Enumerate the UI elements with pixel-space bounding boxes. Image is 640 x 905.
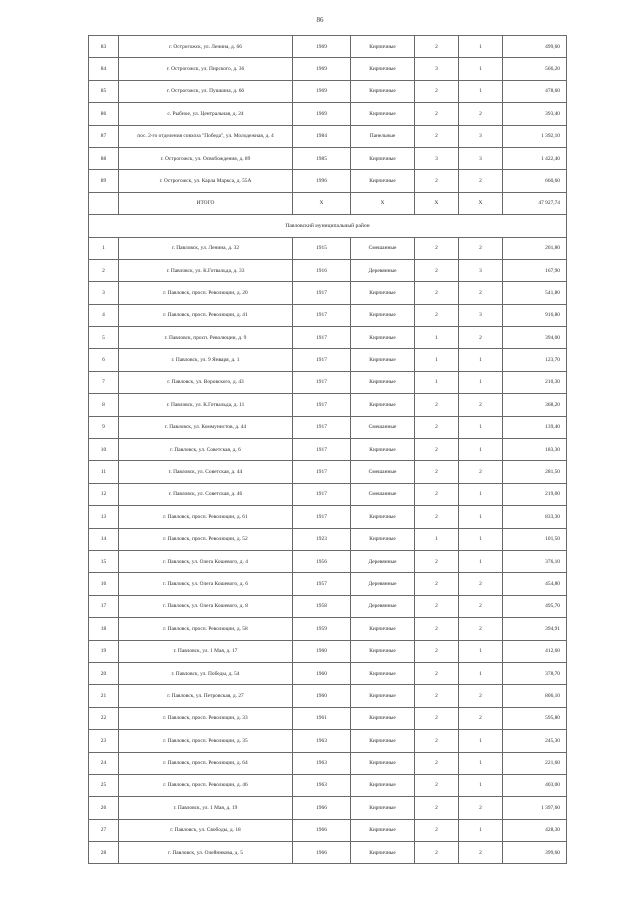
row-number-cell: 15 (89, 550, 119, 572)
entrances-cell: 1 (459, 662, 503, 684)
wall-material-cell: Кирпичные (351, 662, 415, 684)
address-cell: г. Павловск, ул. 9 Января, д. 1 (119, 349, 293, 371)
total-area-cell: 394,00 (503, 327, 567, 349)
floors-cell: 2 (415, 282, 459, 304)
build-year-cell: 1917 (293, 461, 351, 483)
total-area-cell: 101,50 (503, 528, 567, 550)
build-year-cell: 1963 (293, 730, 351, 752)
address-cell: г. Павловск, просп. Революции, д. 20 (119, 282, 293, 304)
wall-material-cell: Кирпичные (351, 506, 415, 528)
total-area-cell: 566,20 (503, 58, 567, 80)
address-cell: пос. 2-го отделения совхоза "Победа", ул. Молодежная, д. 4 (119, 125, 293, 147)
entrances-cell: 3 (459, 125, 503, 147)
total-area-cell: 167,90 (503, 259, 567, 281)
total-area-cell: 245,30 (503, 730, 567, 752)
total-area-cell: 399,60 (503, 842, 567, 864)
entrances-cell: 1 (459, 371, 503, 393)
wall-material-cell: Смешанные (351, 483, 415, 505)
row-number-cell: 23 (89, 730, 119, 752)
build-year-cell: 1984 (293, 125, 351, 147)
address-cell: г. Острогожск, ул. Освобождения, д. 89 (119, 147, 293, 169)
address-cell: г. Острогожск, ул. Пушкина, д. 66 (119, 80, 293, 102)
floors-cell: 2 (415, 685, 459, 707)
floors-cell: 2 (415, 640, 459, 662)
address-cell: г. Павловск, ул. К.Готвальда, д. 11 (119, 394, 293, 416)
total-x3: X (415, 192, 459, 214)
total-area-cell: 368,20 (503, 394, 567, 416)
total-area-cell: 412,60 (503, 640, 567, 662)
row-number-cell: 19 (89, 640, 119, 662)
total-area-cell: 660,60 (503, 170, 567, 192)
row-number-cell: 11 (89, 461, 119, 483)
entrances-cell: 1 (459, 730, 503, 752)
build-year-cell: 1963 (293, 774, 351, 796)
wall-material-cell: Кирпичные (351, 819, 415, 841)
address-cell: г. Павловск, просп. Революции, д. 41 (119, 304, 293, 326)
address-cell: г. Павловск, ул. Победы, д. 54 (119, 662, 293, 684)
table-row (89, 730, 567, 752)
row-number-cell: 21 (89, 685, 119, 707)
wall-material-cell: Кирпичные (351, 618, 415, 640)
total-area-cell: 1 392,10 (503, 125, 567, 147)
total-area-cell: 454,80 (503, 573, 567, 595)
total-area-cell: 1 397,60 (503, 797, 567, 819)
floors-cell: 1 (415, 371, 459, 393)
floors-cell: 2 (415, 416, 459, 438)
build-year-cell: 1917 (293, 327, 351, 349)
table-row (89, 349, 567, 371)
total-area-cell: 376,10 (503, 550, 567, 572)
address-cell: г. Павловск, ул. Олейникова, д. 5 (119, 842, 293, 864)
floors-cell: 1 (415, 327, 459, 349)
address-cell: г. Острогожск, ул. Пирского, д. 36 (119, 58, 293, 80)
floors-cell: 2 (415, 842, 459, 864)
wall-material-cell: Кирпичные (351, 80, 415, 102)
table-row (89, 819, 567, 841)
total-area-cell: 499,60 (503, 36, 567, 58)
total-area: 47 927,74 (503, 192, 567, 214)
total-area-cell: 541,80 (503, 282, 567, 304)
build-year-cell: 1959 (293, 618, 351, 640)
row-number-cell: 88 (89, 147, 119, 169)
total-area-cell: 394,91 (503, 618, 567, 640)
row-number-cell: 86 (89, 103, 119, 125)
entrances-cell: 1 (459, 58, 503, 80)
table-row (89, 103, 567, 125)
table-row (89, 483, 567, 505)
address-cell: г. Павловск, ул. Олега Кошевого, д. 6 (119, 573, 293, 595)
wall-material-cell: Смешанные (351, 461, 415, 483)
floors-cell: 2 (415, 550, 459, 572)
row-number-cell: 89 (89, 170, 119, 192)
row-number-cell: 16 (89, 573, 119, 595)
wall-material-cell: Кирпичные (351, 685, 415, 707)
build-year-cell: 1966 (293, 842, 351, 864)
row-number-cell: 87 (89, 125, 119, 147)
build-year-cell: 1969 (293, 58, 351, 80)
entrances-cell: 1 (459, 752, 503, 774)
entrances-cell: 1 (459, 550, 503, 572)
wall-material-cell: Кирпичные (351, 774, 415, 796)
table-row (89, 36, 567, 58)
floors-cell: 2 (415, 237, 459, 259)
floors-cell: 2 (415, 125, 459, 147)
entrances-cell: 1 (459, 80, 503, 102)
address-cell: г. Павловск, просп. Революции, д. 61 (119, 506, 293, 528)
build-year-cell: 1917 (293, 416, 351, 438)
address-cell: г. Павловск, ул. 1 Мая, д. 17 (119, 640, 293, 662)
row-number-cell: 13 (89, 506, 119, 528)
build-year-cell: 1969 (293, 36, 351, 58)
address-cell: г. Павловск, ул. Ленина, д. 32 (119, 237, 293, 259)
total-area-cell: 210,30 (503, 371, 567, 393)
wall-material-cell: Кирпичные (351, 371, 415, 393)
build-year-cell: 1963 (293, 752, 351, 774)
wall-material-cell: Кирпичные (351, 304, 415, 326)
total-label: ИТОГО (119, 192, 293, 214)
wall-material-cell: Деревянные (351, 259, 415, 281)
section-title: Павловский муниципальный район (89, 215, 567, 237)
entrances-cell: 1 (459, 819, 503, 841)
table-row (89, 618, 567, 640)
table-row (89, 394, 567, 416)
table-row (89, 797, 567, 819)
row-number-cell: 8 (89, 394, 119, 416)
floors-cell: 2 (415, 80, 459, 102)
build-year-cell: 1966 (293, 819, 351, 841)
wall-material-cell: Кирпичные (351, 103, 415, 125)
table-row (89, 304, 567, 326)
entrances-cell: 2 (459, 842, 503, 864)
floors-cell: 2 (415, 707, 459, 729)
table-row (89, 416, 567, 438)
top-rows (89, 36, 567, 193)
table-row (89, 439, 567, 461)
row-number-cell: 18 (89, 618, 119, 640)
entrances-cell: 1 (459, 349, 503, 371)
entrances-cell: 2 (459, 685, 503, 707)
total-empty-cell (89, 192, 119, 214)
floors-cell: 2 (415, 730, 459, 752)
build-year-cell: 1917 (293, 483, 351, 505)
entrances-cell: 3 (459, 259, 503, 281)
wall-material-cell: Кирпичные (351, 349, 415, 371)
build-year-cell: 1916 (293, 259, 351, 281)
table-row (89, 550, 567, 572)
floors-cell: 2 (415, 170, 459, 192)
table-row (89, 842, 567, 864)
entrances-cell: 3 (459, 147, 503, 169)
row-number-cell: 84 (89, 58, 119, 80)
row-number-cell: 28 (89, 842, 119, 864)
table-row (89, 685, 567, 707)
build-year-cell: 1923 (293, 528, 351, 550)
floors-cell: 2 (415, 774, 459, 796)
wall-material-cell: Кирпичные (351, 170, 415, 192)
row-number-cell: 85 (89, 80, 119, 102)
wall-material-cell: Кирпичные (351, 147, 415, 169)
table-row (89, 125, 567, 147)
row-number-cell: 24 (89, 752, 119, 774)
address-cell: г. Павловск, ул. Советская, д. 44 (119, 461, 293, 483)
build-year-cell: 1961 (293, 707, 351, 729)
table-row (89, 327, 567, 349)
build-year-cell: 1960 (293, 640, 351, 662)
address-cell: г. Павловск, ул. Петровская, д. 27 (119, 685, 293, 707)
wall-material-cell: Кирпичные (351, 842, 415, 864)
row-number-cell: 5 (89, 327, 119, 349)
floors-cell: 2 (415, 506, 459, 528)
entrances-cell: 1 (459, 36, 503, 58)
row-number-cell: 6 (89, 349, 119, 371)
entrances-cell: 3 (459, 304, 503, 326)
table-row (89, 80, 567, 102)
section-header-row (89, 215, 567, 237)
table-row (89, 147, 567, 169)
entrances-cell: 1 (459, 640, 503, 662)
wall-material-cell: Кирпичные (351, 797, 415, 819)
address-cell: г. Павловск, ул. Олега Кошевого, д. 8 (119, 595, 293, 617)
address-cell: г. Павловск, ул. К.Готвальда, д. 33 (119, 259, 293, 281)
wall-material-cell: Кирпичные (351, 394, 415, 416)
row-number-cell: 10 (89, 439, 119, 461)
floors-cell: 3 (415, 147, 459, 169)
table-row (89, 282, 567, 304)
build-year-cell: 1985 (293, 147, 351, 169)
address-cell: с. Рыбное, ул. Центральная, д. 24 (119, 103, 293, 125)
wall-material-cell: Панельные (351, 125, 415, 147)
table-row (89, 237, 567, 259)
floors-cell: 2 (415, 304, 459, 326)
build-year-cell: 1917 (293, 439, 351, 461)
entrances-cell: 2 (459, 282, 503, 304)
table-row (89, 170, 567, 192)
build-year-cell: 1917 (293, 506, 351, 528)
entrances-cell: 1 (459, 528, 503, 550)
build-year-cell: 1917 (293, 371, 351, 393)
floors-cell: 2 (415, 819, 459, 841)
entrances-cell: 2 (459, 618, 503, 640)
build-year-cell: 1966 (293, 797, 351, 819)
row-number-cell: 4 (89, 304, 119, 326)
row-number-cell: 14 (89, 528, 119, 550)
table-row (89, 752, 567, 774)
build-year-cell: 1917 (293, 282, 351, 304)
floors-cell: 1 (415, 528, 459, 550)
build-year-cell: 1915 (293, 237, 351, 259)
total-section (89, 192, 567, 237)
wall-material-cell: Деревянные (351, 595, 415, 617)
floors-cell: 2 (415, 394, 459, 416)
build-year-cell: 1956 (293, 550, 351, 572)
table-row (89, 595, 567, 617)
table-row (89, 58, 567, 80)
build-year-cell: 1917 (293, 304, 351, 326)
total-area-cell: 1 422,40 (503, 147, 567, 169)
table-row (89, 707, 567, 729)
total-area-cell: 428,30 (503, 819, 567, 841)
address-cell: г. Павловск, ул. Советская, д. 6 (119, 439, 293, 461)
build-year-cell: 1958 (293, 595, 351, 617)
wall-material-cell: Деревянные (351, 573, 415, 595)
floors-cell: 3 (415, 58, 459, 80)
page-number: 86 (316, 16, 324, 24)
floors-cell: 1 (415, 349, 459, 371)
total-area-cell: 219,00 (503, 483, 567, 505)
build-year-cell: 1957 (293, 573, 351, 595)
total-x2: X (351, 192, 415, 214)
floors-cell: 2 (415, 797, 459, 819)
row-number-cell: 7 (89, 371, 119, 393)
total-area-cell: 123,70 (503, 349, 567, 371)
entrances-cell: 2 (459, 327, 503, 349)
wall-material-cell: Кирпичные (351, 58, 415, 80)
total-area-cell: 221,60 (503, 752, 567, 774)
total-area-cell: 183,30 (503, 439, 567, 461)
entrances-cell: 2 (459, 797, 503, 819)
row-number-cell: 17 (89, 595, 119, 617)
address-cell: г. Павловск, просп. Революции, д. 64 (119, 752, 293, 774)
wall-material-cell: Кирпичные (351, 640, 415, 662)
total-area-cell: 378,70 (503, 662, 567, 684)
entrances-cell: 2 (459, 103, 503, 125)
address-cell: г. Острогожск, ул. Ленина, д. 66 (119, 36, 293, 58)
wall-material-cell: Кирпичные (351, 528, 415, 550)
main-rows (89, 237, 567, 864)
wall-material-cell: Кирпичные (351, 282, 415, 304)
address-cell: г. Павловск, ул. Олега Кошевого, д. 4 (119, 550, 293, 572)
floors-cell: 2 (415, 259, 459, 281)
total-area-cell: 595,80 (503, 707, 567, 729)
row-number-cell: 22 (89, 707, 119, 729)
floors-cell: 2 (415, 573, 459, 595)
wall-material-cell: Кирпичные (351, 730, 415, 752)
row-number-cell: 9 (89, 416, 119, 438)
table-row (89, 573, 567, 595)
entrances-cell: 2 (459, 237, 503, 259)
row-number-cell: 12 (89, 483, 119, 505)
wall-material-cell: Кирпичные (351, 439, 415, 461)
table-row (89, 774, 567, 796)
total-area-cell: 833,30 (503, 506, 567, 528)
entrances-cell: 2 (459, 573, 503, 595)
entrances-cell: 1 (459, 483, 503, 505)
build-year-cell: 1996 (293, 170, 351, 192)
address-cell: г. Павловск, ул. Коммунистов, д. 44 (119, 416, 293, 438)
total-area-cell: 281,50 (503, 461, 567, 483)
table-row (89, 259, 567, 281)
address-cell: г. Павловск, просп. Революции, д. 58 (119, 618, 293, 640)
address-cell: г. Павловск, просп. Революции, д. 33 (119, 707, 293, 729)
entrances-cell: 2 (459, 707, 503, 729)
address-cell: г. Павловск, просп. Революции, д. 35 (119, 730, 293, 752)
wall-material-cell: Кирпичные (351, 752, 415, 774)
entrances-cell: 2 (459, 595, 503, 617)
address-cell: г. Павловск, ул. Свободы, д. 18 (119, 819, 293, 841)
floors-cell: 2 (415, 752, 459, 774)
floors-cell: 2 (415, 595, 459, 617)
wall-material-cell: Кирпичные (351, 36, 415, 58)
row-number-cell: 3 (89, 282, 119, 304)
build-year-cell: 1960 (293, 685, 351, 707)
entrances-cell: 2 (459, 170, 503, 192)
total-row (89, 192, 567, 214)
total-area-cell: 916,80 (503, 304, 567, 326)
total-x4: X (459, 192, 503, 214)
floors-cell: 2 (415, 461, 459, 483)
floors-cell: 2 (415, 36, 459, 58)
row-number-cell: 26 (89, 797, 119, 819)
row-number-cell: 2 (89, 259, 119, 281)
total-x1: X (293, 192, 351, 214)
build-year-cell: 1969 (293, 103, 351, 125)
entrances-cell: 1 (459, 439, 503, 461)
address-cell: г. Павловск, просп. Революции, д. 52 (119, 528, 293, 550)
housing-table (88, 35, 567, 864)
address-cell: г. Павловск, просп. Революции, д. 9 (119, 327, 293, 349)
table-row (89, 371, 567, 393)
table-row (89, 662, 567, 684)
build-year-cell: 1960 (293, 662, 351, 684)
floors-cell: 2 (415, 439, 459, 461)
wall-material-cell: Смешанные (351, 416, 415, 438)
table-row (89, 640, 567, 662)
floors-cell: 2 (415, 483, 459, 505)
build-year-cell: 1917 (293, 394, 351, 416)
floors-cell: 2 (415, 662, 459, 684)
floors-cell: 2 (415, 103, 459, 125)
table-row (89, 528, 567, 550)
total-area-cell: 201,80 (503, 237, 567, 259)
row-number-cell: 1 (89, 237, 119, 259)
wall-material-cell: Кирпичные (351, 707, 415, 729)
entrances-cell: 1 (459, 416, 503, 438)
build-year-cell: 1969 (293, 80, 351, 102)
total-area-cell: 495,70 (503, 595, 567, 617)
total-area-cell: 393,40 (503, 103, 567, 125)
entrances-cell: 2 (459, 394, 503, 416)
entrances-cell: 2 (459, 461, 503, 483)
table-row (89, 461, 567, 483)
address-cell: г. Павловск, просп. Революции, д. 46 (119, 774, 293, 796)
total-area-cell: 139,40 (503, 416, 567, 438)
entrances-cell: 1 (459, 774, 503, 796)
entrances-cell: 1 (459, 506, 503, 528)
row-number-cell: 27 (89, 819, 119, 841)
address-cell: г. Павловск, ул. Воровского, д. 43 (119, 371, 293, 393)
floors-cell: 2 (415, 618, 459, 640)
table-row (89, 506, 567, 528)
wall-material-cell: Смешанные (351, 237, 415, 259)
address-cell: г. Павловск, ул. 1 Мая, д. 19 (119, 797, 293, 819)
address-cell: г. Острогожск, ул. Карла Маркса, д. 55А (119, 170, 293, 192)
address-cell: г. Павловск, ул. Советская, д. 46 (119, 483, 293, 505)
row-number-cell: 83 (89, 36, 119, 58)
total-area-cell: 478,60 (503, 80, 567, 102)
build-year-cell: 1917 (293, 349, 351, 371)
wall-material-cell: Деревянные (351, 550, 415, 572)
wall-material-cell: Кирпичные (351, 327, 415, 349)
row-number-cell: 20 (89, 662, 119, 684)
total-area-cell: 806,10 (503, 685, 567, 707)
row-number-cell: 25 (89, 774, 119, 796)
total-area-cell: 403,00 (503, 774, 567, 796)
